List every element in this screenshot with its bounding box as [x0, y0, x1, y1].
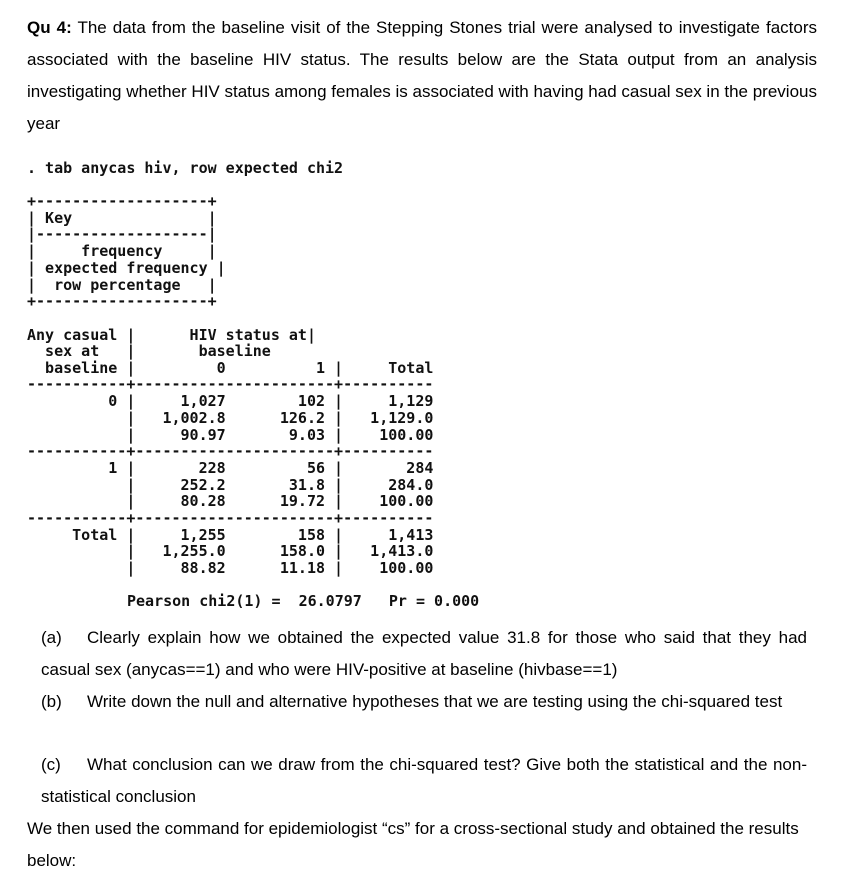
- table-header-row: Any casual | HIV status at|: [27, 326, 316, 344]
- question-text: The data from the baseline visit of the Stepping Stones trial were analysed to investigate factors associated with the baseline HIV status. The results below are the Stata output from an analysis investigating whether HIV status among females is associated with having had casual sex in the previous year: [27, 18, 817, 133]
- sub-question-b: [41, 686, 807, 718]
- key-line: | frequency |: [27, 242, 217, 260]
- key-line: | expected frequency |: [27, 259, 226, 277]
- sub-question-a: [41, 622, 807, 686]
- sub-question-label: (c): [41, 755, 61, 774]
- stata-command: . tab anycas hiv, row expected chi2: [27, 159, 344, 177]
- table-row: | 80.28 19.72 | 100.00: [27, 492, 434, 510]
- sub-question-c: [41, 749, 807, 813]
- closing-paragraph: We then used the command for epidemiologist “cs” for a cross-sectional study and obtained the results below:: [27, 819, 799, 870]
- table-divider: -----------+----------------------+----------: [27, 375, 434, 393]
- key-line: +-------------------+: [27, 292, 217, 310]
- sub-question-text: Clearly explain how we obtained the expected value 31.8 for those who said that they had casual sex (anycas==1) and who were HIV-positive at baseline (hivbase==1): [41, 628, 807, 679]
- table-total-row: | 1,255.0 158.0 | 1,413.0: [27, 542, 434, 560]
- table-header-row: sex at | baseline: [27, 342, 271, 360]
- table-row: 1 | 228 56 | 284: [27, 459, 434, 477]
- table-divider: -----------+----------------------+----------: [27, 509, 434, 527]
- pearson-result: Pearson chi2(1) = 26.0797 Pr = 0.000: [127, 592, 480, 610]
- sub-question-text: Write down the null and alternative hypotheses that we are testing using the chi-squared test: [87, 692, 783, 711]
- table-total-row: Total | 1,255 158 | 1,413: [27, 526, 434, 544]
- table-divider: -----------+----------------------+----------: [27, 442, 434, 460]
- sub-question-text: What conclusion can we draw from the chi-squared test? Give both the statistical and the non-statistical conclusion: [41, 755, 807, 806]
- key-line: +-------------------+: [27, 192, 217, 210]
- key-line: | Key |: [27, 209, 217, 227]
- table-row: 0 | 1,027 102 | 1,129: [27, 392, 434, 410]
- table-row: | 90.97 9.03 | 100.00: [27, 426, 434, 444]
- table-row: | 252.2 31.8 | 284.0: [27, 476, 434, 494]
- sub-question-label: (b): [41, 692, 62, 711]
- table-total-row: | 88.82 11.18 | 100.00: [27, 559, 434, 577]
- question-intro: [27, 12, 817, 140]
- key-line: | row percentage |: [27, 276, 217, 294]
- sub-question-label: (a): [41, 628, 62, 647]
- table-header-row: baseline | 0 1 | Total: [27, 359, 434, 377]
- table-row: | 1,002.8 126.2 | 1,129.0: [27, 409, 434, 427]
- key-line: |-------------------|: [27, 225, 217, 243]
- question-label: Qu 4:: [27, 18, 72, 37]
